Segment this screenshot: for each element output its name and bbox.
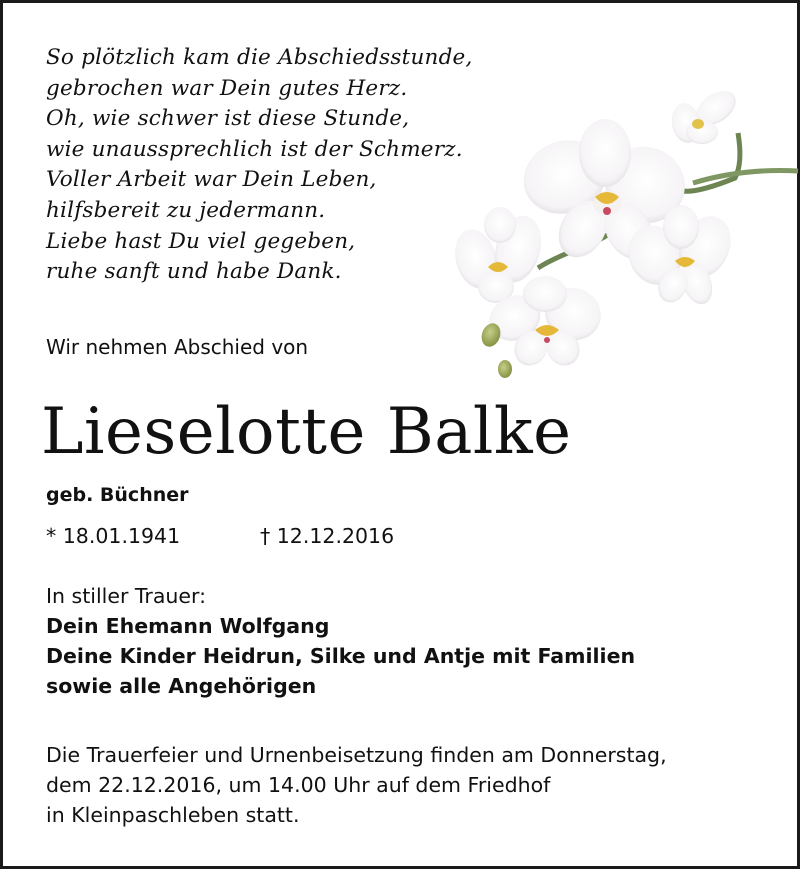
death-date: † 12.12.2016 <box>260 524 395 548</box>
mourner-line: sowie alle Angehörigen <box>46 674 317 698</box>
poem-line: Voller Arbeit war Dein Leben, <box>46 167 377 193</box>
life-dates <box>46 523 395 549</box>
poem-line: Liebe hast Du viel gegeben, <box>46 228 356 254</box>
mourners-heading: In stiller Trauer: <box>46 584 206 608</box>
mourner-line: Deine Kinder Heidrun, Silke und Antje mit Familien <box>46 644 636 668</box>
mourner-line: Dein Ehemann Wolfgang <box>46 614 330 638</box>
notice-line: dem 22.12.2016, um 14.00 Uhr auf dem Friedhof <box>46 773 551 797</box>
white-orchid-icon <box>443 73 800 383</box>
maiden-name: geb. Büchner <box>46 484 189 506</box>
poem-line: hilfsbereit zu jedermann. <box>46 197 326 223</box>
notice-line: in Kleinpaschleben statt. <box>46 803 300 827</box>
birth-date: * 18.01.1941 <box>46 524 181 548</box>
poem <box>46 43 473 288</box>
poem-line: So plötzlich kam die Abschiedsstunde, <box>46 45 473 70</box>
deceased-name: Lieselotte Balke <box>41 395 572 469</box>
poem-line: gebrochen war Dein gutes Herz. <box>46 75 408 101</box>
farewell-intro: Wir nehmen Abschied von <box>46 335 309 359</box>
poem-line: ruhe sanft und habe Dank. <box>46 259 342 285</box>
funeral-notice <box>46 740 667 830</box>
mourners-block <box>46 581 635 701</box>
poem-line: wie unaussprechlich ist der Schmerz. <box>46 136 463 162</box>
poem-line: Oh, wie schwer ist diese Stunde, <box>46 106 410 132</box>
notice-line: Die Trauerfeier und Urnenbeisetzung finden am Donnerstag, <box>46 743 667 767</box>
